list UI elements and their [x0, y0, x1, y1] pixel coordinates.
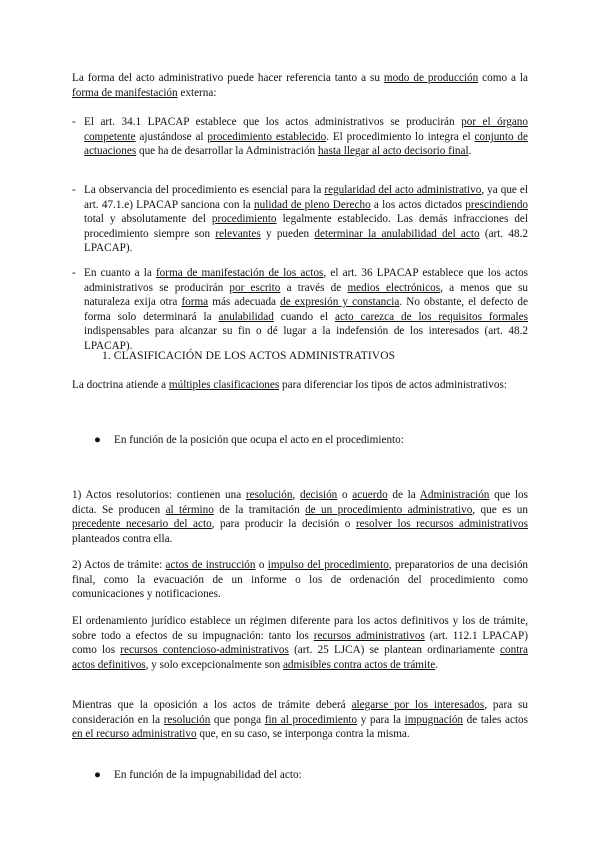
section-heading: 1. CLASIFICACIÓN DE LOS ACTOS ADMINISTRATIVOS [102, 350, 396, 362]
underlined-term: resolución [245, 489, 293, 501]
dash-item-organo [84, 115, 528, 159]
dash-item-forma [84, 266, 528, 354]
underlined-term: resolver los recursos administrativos [355, 518, 528, 531]
text-run: o [337, 489, 353, 501]
text-run: La forma del acto administrativo puede hacer referencia tanto a su [72, 72, 384, 84]
text-run: como a la [478, 72, 528, 84]
paragraph-oposicion [72, 698, 528, 742]
text-run: que ponga [210, 713, 265, 726]
underlined-term: múltiples clasificaciones [168, 379, 280, 391]
dash-marker: - [72, 267, 76, 279]
text-run: que, en su caso, se interponga contra la misma. [196, 728, 410, 741]
text-run: Mientras que la oposición a los actos de trámite deberá [72, 699, 352, 711]
underlined-term: alegarse por los interesados [351, 699, 485, 711]
underlined-term: acuerdo [352, 489, 388, 501]
doctrine-paragraph [72, 378, 528, 393]
underlined-term: fin al procedimiento [264, 713, 358, 726]
text-run: (art. 25 LJCA) se plantean ordinariamente [288, 644, 501, 657]
underlined-term: por el órgano competente [84, 116, 528, 143]
bullet-icon: ● [94, 769, 101, 781]
text-run: más adecuada [208, 296, 281, 309]
underlined-term: procedimiento [211, 213, 277, 226]
text-run: . [468, 145, 472, 158]
underlined-term: regularidad del acto administrativo [324, 184, 482, 196]
text-run: , preparatorios de una decisión final, como la evacuación de un informe o los de ordenación del procedimiento como comunicaciones y notificaciones. [72, 559, 529, 601]
text-run: , y solo excepcionalmente son [145, 658, 283, 671]
text-run: , ya que el art. 47.1.e) LPACAP sanciona con la [84, 184, 529, 211]
underlined-term: precedente necesario del acto [72, 518, 212, 531]
text-run: . No obstante, el defecto de forma solo determinará la [84, 296, 528, 323]
text-run: La observancia del procedimiento es esencial para la [84, 184, 325, 196]
text-run: total y absolutamente del [84, 213, 212, 226]
underlined-term: forma de manifestación de los actos [155, 267, 324, 279]
text-run: (art. 112.1 LPACAP) como los [72, 629, 528, 657]
text-run: El ordenamiento jurídico establece un régimen diferente para los actos definitivos y los de trámite, sobre todo a efectos de su impugnación: tanto los [72, 615, 528, 642]
paragraph-tramite [72, 558, 528, 602]
underlined-term: resolución [163, 713, 211, 726]
text-run: (art. 48.2 LPACAP). [84, 227, 528, 255]
underlined-term: forma [181, 296, 209, 309]
underlined-term: Administración [419, 489, 490, 501]
paragraph-resolutorios [72, 488, 528, 546]
underlined-term: decisión [299, 489, 338, 501]
text-run: , que es un [472, 503, 528, 516]
text-run: . [435, 658, 438, 671]
text-run: para diferenciar los tipos de actos administrativos: [279, 379, 507, 391]
text-run: La doctrina atiende a [72, 379, 169, 391]
text-run: El art. 34.1 LPACAP establece que los actos administrativos se producirán [84, 116, 462, 128]
text-run: que los dicta. Se producen [72, 489, 529, 516]
underlined-term: recursos administrativos [313, 629, 425, 642]
text-run: legalmente establecido. Las demás infracciones del procedimiento siempre son [84, 213, 528, 240]
text-run: En cuanto a la [84, 267, 156, 279]
text-run: 1) Actos resolutorios: contienen una [72, 489, 246, 501]
text-run: o [255, 559, 268, 571]
underlined-term: al término [165, 503, 214, 516]
underlined-term: procedimiento establecido [207, 130, 327, 143]
underlined-term: hasta llegar al acto decisorio final [317, 145, 469, 158]
underlined-term: relevantes [215, 227, 261, 240]
intro-paragraph [72, 71, 528, 100]
paragraph-ordenamiento [72, 614, 528, 672]
underlined-term: impulso del procedimiento [267, 559, 389, 571]
text-run: y pueden [260, 227, 315, 240]
text-run: y para la [357, 713, 405, 726]
underlined-term: determinar la anulabilidad del acto [314, 227, 480, 240]
underlined-term: nulidad de pleno Derecho [254, 198, 371, 211]
underlined-term: contra actos definitivos [72, 644, 528, 671]
text-run: a través de [280, 281, 348, 294]
dash-marker: - [72, 184, 76, 196]
underlined-term: de un procedimiento administrativo [305, 503, 473, 516]
underlined-term: conjunto de actuaciones [84, 130, 528, 158]
bullet-impugnabilidad: En función de la impugnabilidad del acto: [114, 769, 302, 781]
underlined-term: acto carezca de los requisitos formales [334, 310, 528, 323]
underlined-term: prescindiendo [465, 198, 529, 211]
underlined-term: impugnación [404, 713, 464, 726]
underlined-term: de expresión y constancia [280, 296, 400, 309]
underlined-term: admisibles contra actos de trámite [282, 658, 436, 671]
text-run: indispensables para alcanzar su fin o dé lugar a la indefensión de los interesados (art. 48.2 LPACAP). [84, 325, 528, 352]
text-run: , [292, 489, 300, 501]
underlined-term: en el recurso administrativo [72, 728, 197, 741]
text-run: de la [387, 489, 420, 501]
bullet-icon: ● [94, 434, 101, 446]
text-run: de tales actos [463, 713, 528, 726]
text-run: ajustándose al [135, 130, 208, 143]
underlined-term: anulabilidad [218, 310, 274, 323]
text-run: , para producir la decisión o [211, 518, 356, 531]
text-run: . El procedimiento lo integra el [326, 130, 475, 143]
underlined-term: recursos contencioso-administrativos [120, 644, 289, 657]
text-run: , a menos que su naturaleza exija otra [84, 281, 528, 309]
underlined-term: por escrito [229, 281, 281, 294]
underlined-term: medios electrónicos [347, 281, 441, 294]
text-run: que ha de desarrollar la Administración [136, 145, 318, 158]
text-run: a los actos dictados [370, 198, 466, 211]
text-run: de la tramitación [213, 503, 306, 516]
text-run: 2) Actos de trámite: [72, 559, 166, 571]
text-run: , el art. 36 LPACAP establece que los actos administrativos se producirán [84, 267, 529, 294]
underlined-term: modo de producción [383, 72, 479, 84]
underlined-term: actos de instrucción [165, 559, 256, 571]
dash-marker: - [72, 116, 76, 128]
text-run: cuando el [273, 310, 335, 323]
text-run: , para su consideración en la [72, 699, 528, 726]
underlined-term: forma de manifestación [72, 86, 178, 99]
text-run: planteados contra ella. [72, 532, 173, 545]
dash-item-procedimiento [84, 183, 528, 256]
text-run: externa: [177, 86, 217, 99]
bullet-posicion: En función de la posición que ocupa el acto en el procedimiento: [114, 434, 404, 446]
